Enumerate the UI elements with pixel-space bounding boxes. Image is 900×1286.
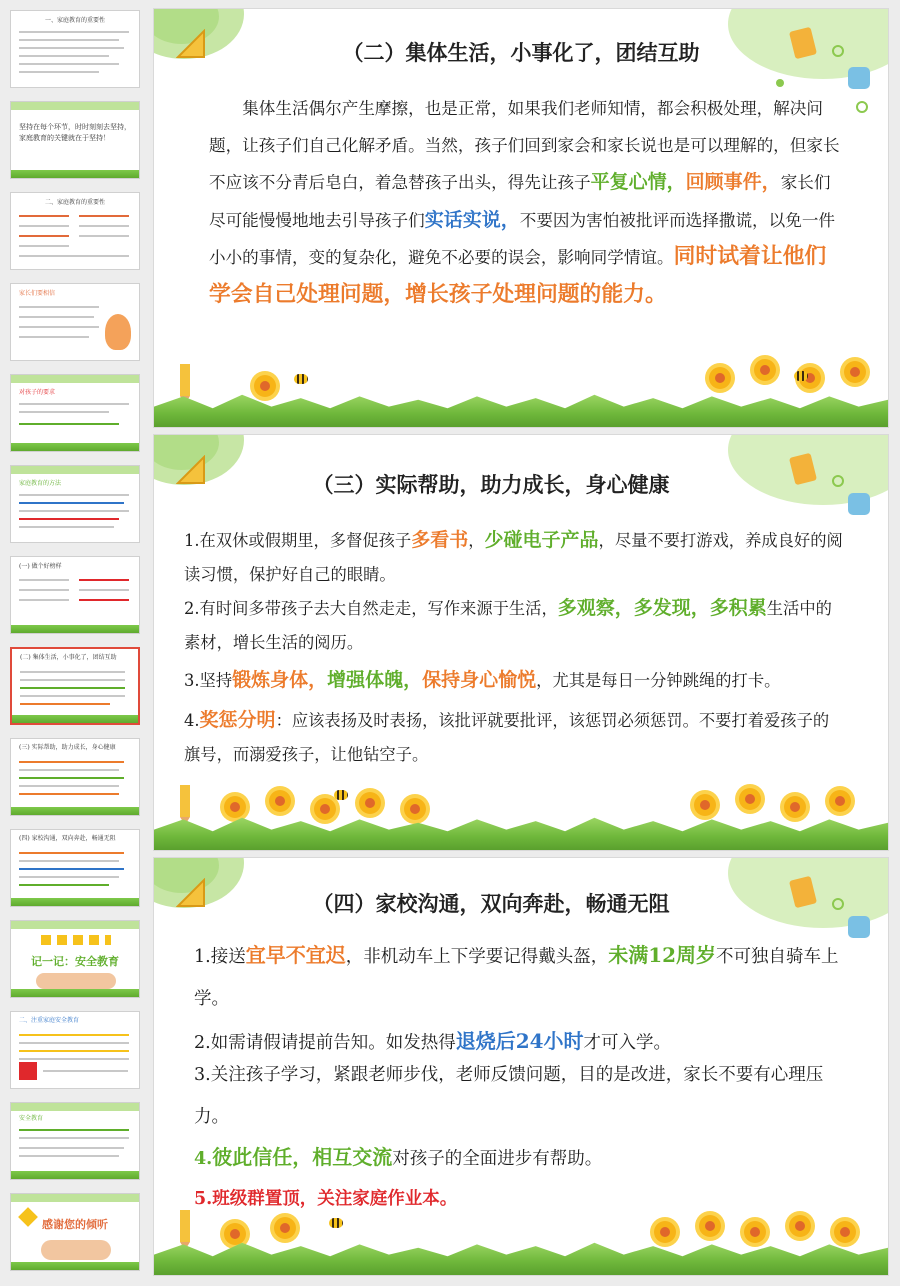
pencil-icon [172, 1210, 198, 1250]
list-item: 3.关注孩子学习，紧跟老师步伐，老师反馈问题，目的是改进，家长不要有心理压力。 [194, 1065, 824, 1127]
highlight-early: 宜早不宜迟 [245, 943, 346, 967]
highlight-exercise: 锻炼身体， [232, 669, 328, 691]
highlight-calm: 平复心情， [590, 171, 686, 193]
thumb-title: 家庭教育的方法 [19, 480, 62, 487]
thumb-title: (二) 集体生活，小事化了，团结互助 [20, 654, 117, 661]
slide-thumbnail-13[interactable] [10, 1102, 140, 1180]
highlight-physique: 增强体魄， [327, 669, 423, 691]
list-item [184, 591, 844, 660]
paragraph-text: 家长们尽可能慢慢地地去引导孩子们 [209, 173, 831, 230]
list-item [184, 663, 844, 698]
item-text: 4. [184, 711, 200, 730]
slide-preview-4 [153, 857, 889, 1276]
paragraph-text: 集体生活偶尔产生摩擦，也是正常，如果我们老师知情，都会积极处理，解决问题，让孩子们自己化解矛盾。当然，孩子们回到家会和家长说也是可以理解的，但家长不应该不分青后皂白，着急替孩子出头，得先让孩子 [209, 99, 840, 192]
list-item [194, 1136, 854, 1180]
pencil-icon [172, 785, 198, 825]
slide-thumbnail-10[interactable] [10, 829, 140, 907]
list-item [184, 523, 844, 592]
highlight-fever: 退烧后24小时 [455, 1029, 584, 1053]
thumb-title: 安全教育 [19, 1115, 44, 1122]
grass-decoration [154, 816, 888, 850]
list-item [194, 1178, 854, 1220]
item-text: ：应该表扬及时表扬，该批评就要批评，该惩罚必须惩罚。不要打着爱孩子的旗号，而溺爱孩子，让他钻空子。 [184, 711, 830, 764]
bee-icon [794, 371, 808, 381]
slide-thumbnail-8[interactable] [10, 647, 140, 725]
item-text: 3.坚持 [184, 671, 233, 690]
slide-title: （二）集体生活，小事化了，团结互助 [342, 40, 700, 65]
slide-preview-3 [153, 434, 889, 851]
thumb-title: (三) 实际帮助，助力成长，身心健康 [19, 744, 116, 751]
thumb-title: 一、家庭教育的重要性 [44, 17, 105, 24]
paragraph-text: 不要因为害怕被批评而选择撒谎，以免一件小小的事情，变的复杂化，避免不必要的误会，影响同学情谊。 [209, 210, 836, 267]
slide-thumbnail-9[interactable] [10, 738, 140, 816]
thumb-title: 对孩子的要求 [19, 389, 56, 396]
slide-thumbnail-5[interactable] [10, 374, 140, 452]
thumb-title: 感谢您的倾听 [42, 1218, 108, 1231]
slide-title: （四）家校沟通，双向奔赴，畅通无阻 [312, 891, 670, 916]
item-text: 才可入学。 [583, 1033, 672, 1053]
slide-thumbnail-2[interactable] [10, 101, 140, 179]
grass-decoration [154, 1241, 888, 1275]
item-text: 生活中的素材，增长生活的阅历。 [184, 599, 832, 652]
list-item [194, 934, 854, 1020]
bee-icon [294, 374, 308, 384]
thumb-title: 家长们要相信 [19, 290, 56, 297]
item-text: ， [468, 531, 485, 550]
slide-paragraph [209, 91, 845, 314]
item-text: ，非机动车上下学要记得戴头盔， [345, 947, 609, 967]
highlight-truth: 实话实说， [424, 208, 520, 231]
thumb-title: 二、注重家庭安全教育 [19, 1017, 80, 1024]
thumb-title: (四) 家校沟通，双向奔赴，畅通无阻 [19, 835, 116, 842]
highlight-age: 未满12周岁 [608, 943, 717, 967]
highlight-ability: 同时试着让他们学会自己处理问题，增长孩子处理问题的能力。 [209, 244, 827, 307]
highlight-trust: 彼此信任，相互交流 [212, 1145, 393, 1169]
slide-thumbnail-1[interactable] [10, 10, 140, 88]
schoolbag-icon [848, 67, 870, 89]
item-text: ，尤其是每日一分钟跳绳的打卡。 [536, 671, 781, 690]
highlight-review: 回顾事件， [685, 171, 781, 193]
slide-thumbnail-3[interactable] [10, 192, 140, 270]
slide-thumbnail-4[interactable] [10, 283, 140, 361]
highlight-group: 班级群置顶，关注家庭作业本。 [212, 1189, 458, 1209]
highlight-less-screen: 少碰电子产品 [484, 529, 599, 551]
item-text: 1.在双休或假期里，多督促孩子 [184, 531, 412, 550]
highlight-reward: 奖惩分明 [199, 709, 276, 731]
item-text: 1.接送 [194, 947, 246, 967]
grass-decoration [154, 393, 888, 427]
slide-thumbnail-rail [0, 0, 150, 1286]
highlight-happy: 保持身心愉悦 [422, 669, 537, 691]
slide-thumbnail-7[interactable] [10, 556, 140, 634]
thumb-title: 记一记：安全教育 [31, 955, 119, 968]
slide-preview-2 [153, 8, 889, 428]
item-text: 4. [194, 1149, 213, 1169]
bee-icon [334, 790, 348, 800]
thumb-title: 坚持在每个环节，时时刻刻去坚持，家庭教育的关键就在于坚持！ [19, 123, 131, 142]
item-text: 2.如需请假请提前告知。如发热得 [194, 1033, 456, 1053]
highlight-read: 多看书 [411, 529, 469, 551]
slide-thumbnail-11[interactable] [10, 920, 140, 998]
slide-title: （三）实际帮助，助力成长，身心健康 [312, 472, 670, 497]
thumb-title: (一) 做个好榜样 [19, 563, 62, 570]
item-text: 2.有时间多带孩子去大自然走走，写作来源于生活， [184, 599, 558, 618]
slide-thumbnail-6[interactable] [10, 465, 140, 543]
list-item [184, 703, 844, 772]
bee-icon [329, 1218, 343, 1228]
thumb-title: 二、家庭教育的重要性 [44, 199, 105, 206]
item-text: 不可独自骑车上学。 [194, 947, 839, 1009]
item-text: ，尽量不要打游戏，养成良好的阅读习惯，保护好自己的眼睛。 [184, 531, 843, 584]
highlight-observe: 多观察，多发现，多积累 [557, 597, 767, 619]
slide-thumbnail-14[interactable] [10, 1193, 140, 1271]
item-text: 对孩子的全面进步有帮助。 [392, 1149, 603, 1169]
item-text: 5. [194, 1189, 213, 1209]
slide-thumbnail-12[interactable] [10, 1011, 140, 1089]
